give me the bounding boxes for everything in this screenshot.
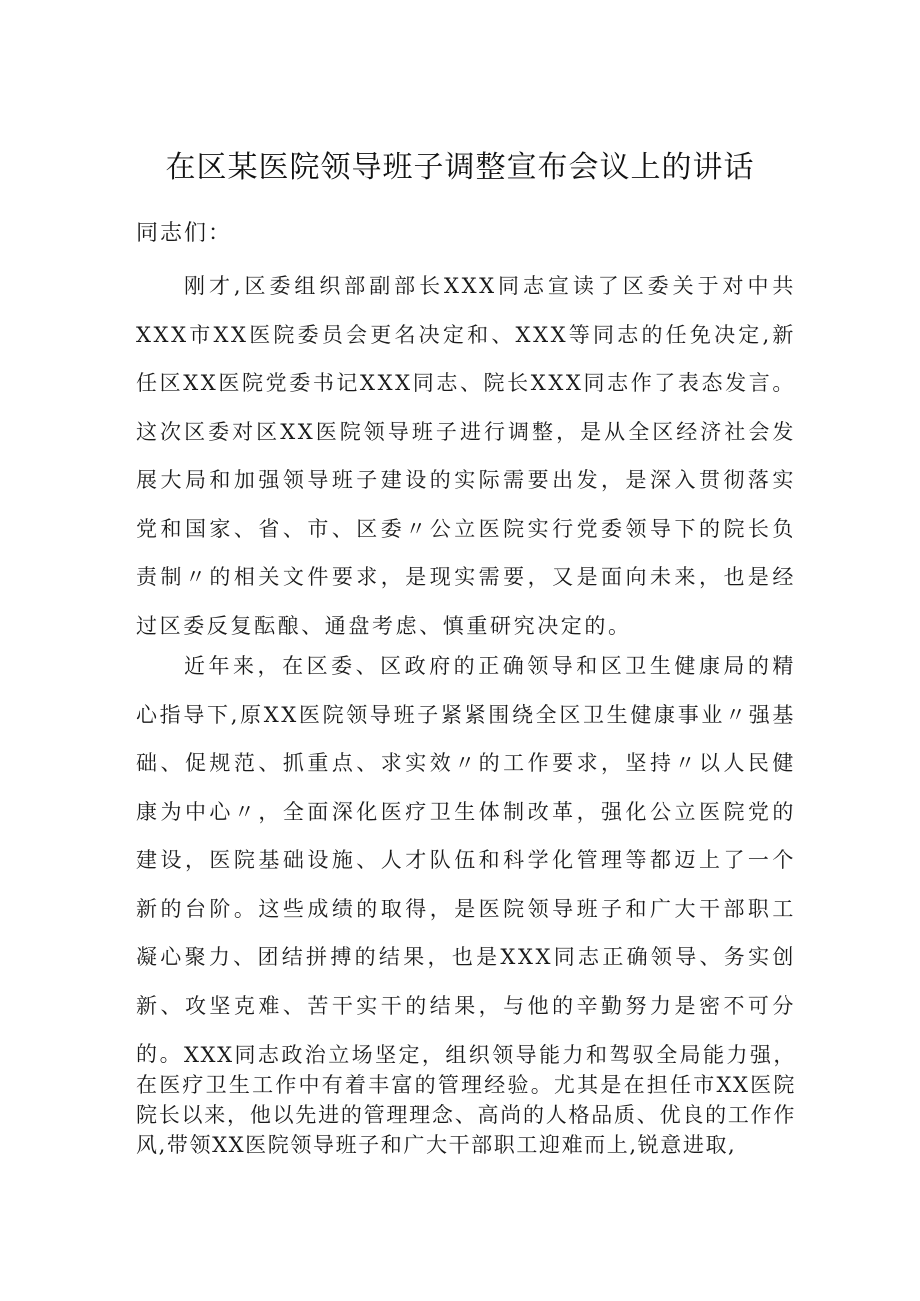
paragraph-2: 近年来，在区委、区政府的正确领导和区卫生健康局的精心指导下,原XX医院领导班子紧紧围绕全区卫生健康事业〃强基础、促规范、抓重点、求实效〃的工作要求，坚持〃以人民健康为中心〃，全面深化医疗卫生体制改革，强化公立医院党的建设，医院基础设施、人才队伍和科学化管理等都迈上了一个新的台阶。这些成绩的取得，是医院领导班子和广大干部职工凝心聚力、团结拼搏的结果，也是XXX同志正确领导、务实创新、攻坚克难、苦干实干的结果，与他的辛勤努力是密不可分的。 — [136, 654, 796, 1066]
paragraph-3: XXX同志政治立场坚定，组织领导能力和驾驭全局能力强，在医疗卫生工作中有着丰富的管理经验。尤其是在担任市XX医院院长以来，他以先进的管理理念、高尚的人格品质、优良的工作作风,带领XX医院领导班子和广大干部职工迎难而上,锐意进取, — [136, 1043, 796, 1157]
salutation: 同志们： — [136, 221, 233, 246]
paragraph-1: 刚才,区委组织部副部长XXX同志宣读了区委关于对中共XXX市XX医院委员会更名决定和、XXX等同志的任免决定,新任区XX医院党委书记XXX同志、院长XXX同志作了表态发言。这次区委对区XX医院领导班子进行调整，是从全区经济社会发展大局和加强领导班子建设的实际需要出发，是深入贯彻落实党和国家、省、市、区委〃公立医院实行党委领导下的院长负责制〃的相关文件要求，是现实需要，又是面向未来，也是经过区委反复酝酿、通盘考虑、慎重研究决定的。 — [136, 274, 796, 638]
document-title: 在区某医院领导班子调整宣布会议上的讲话 — [165, 150, 755, 185]
